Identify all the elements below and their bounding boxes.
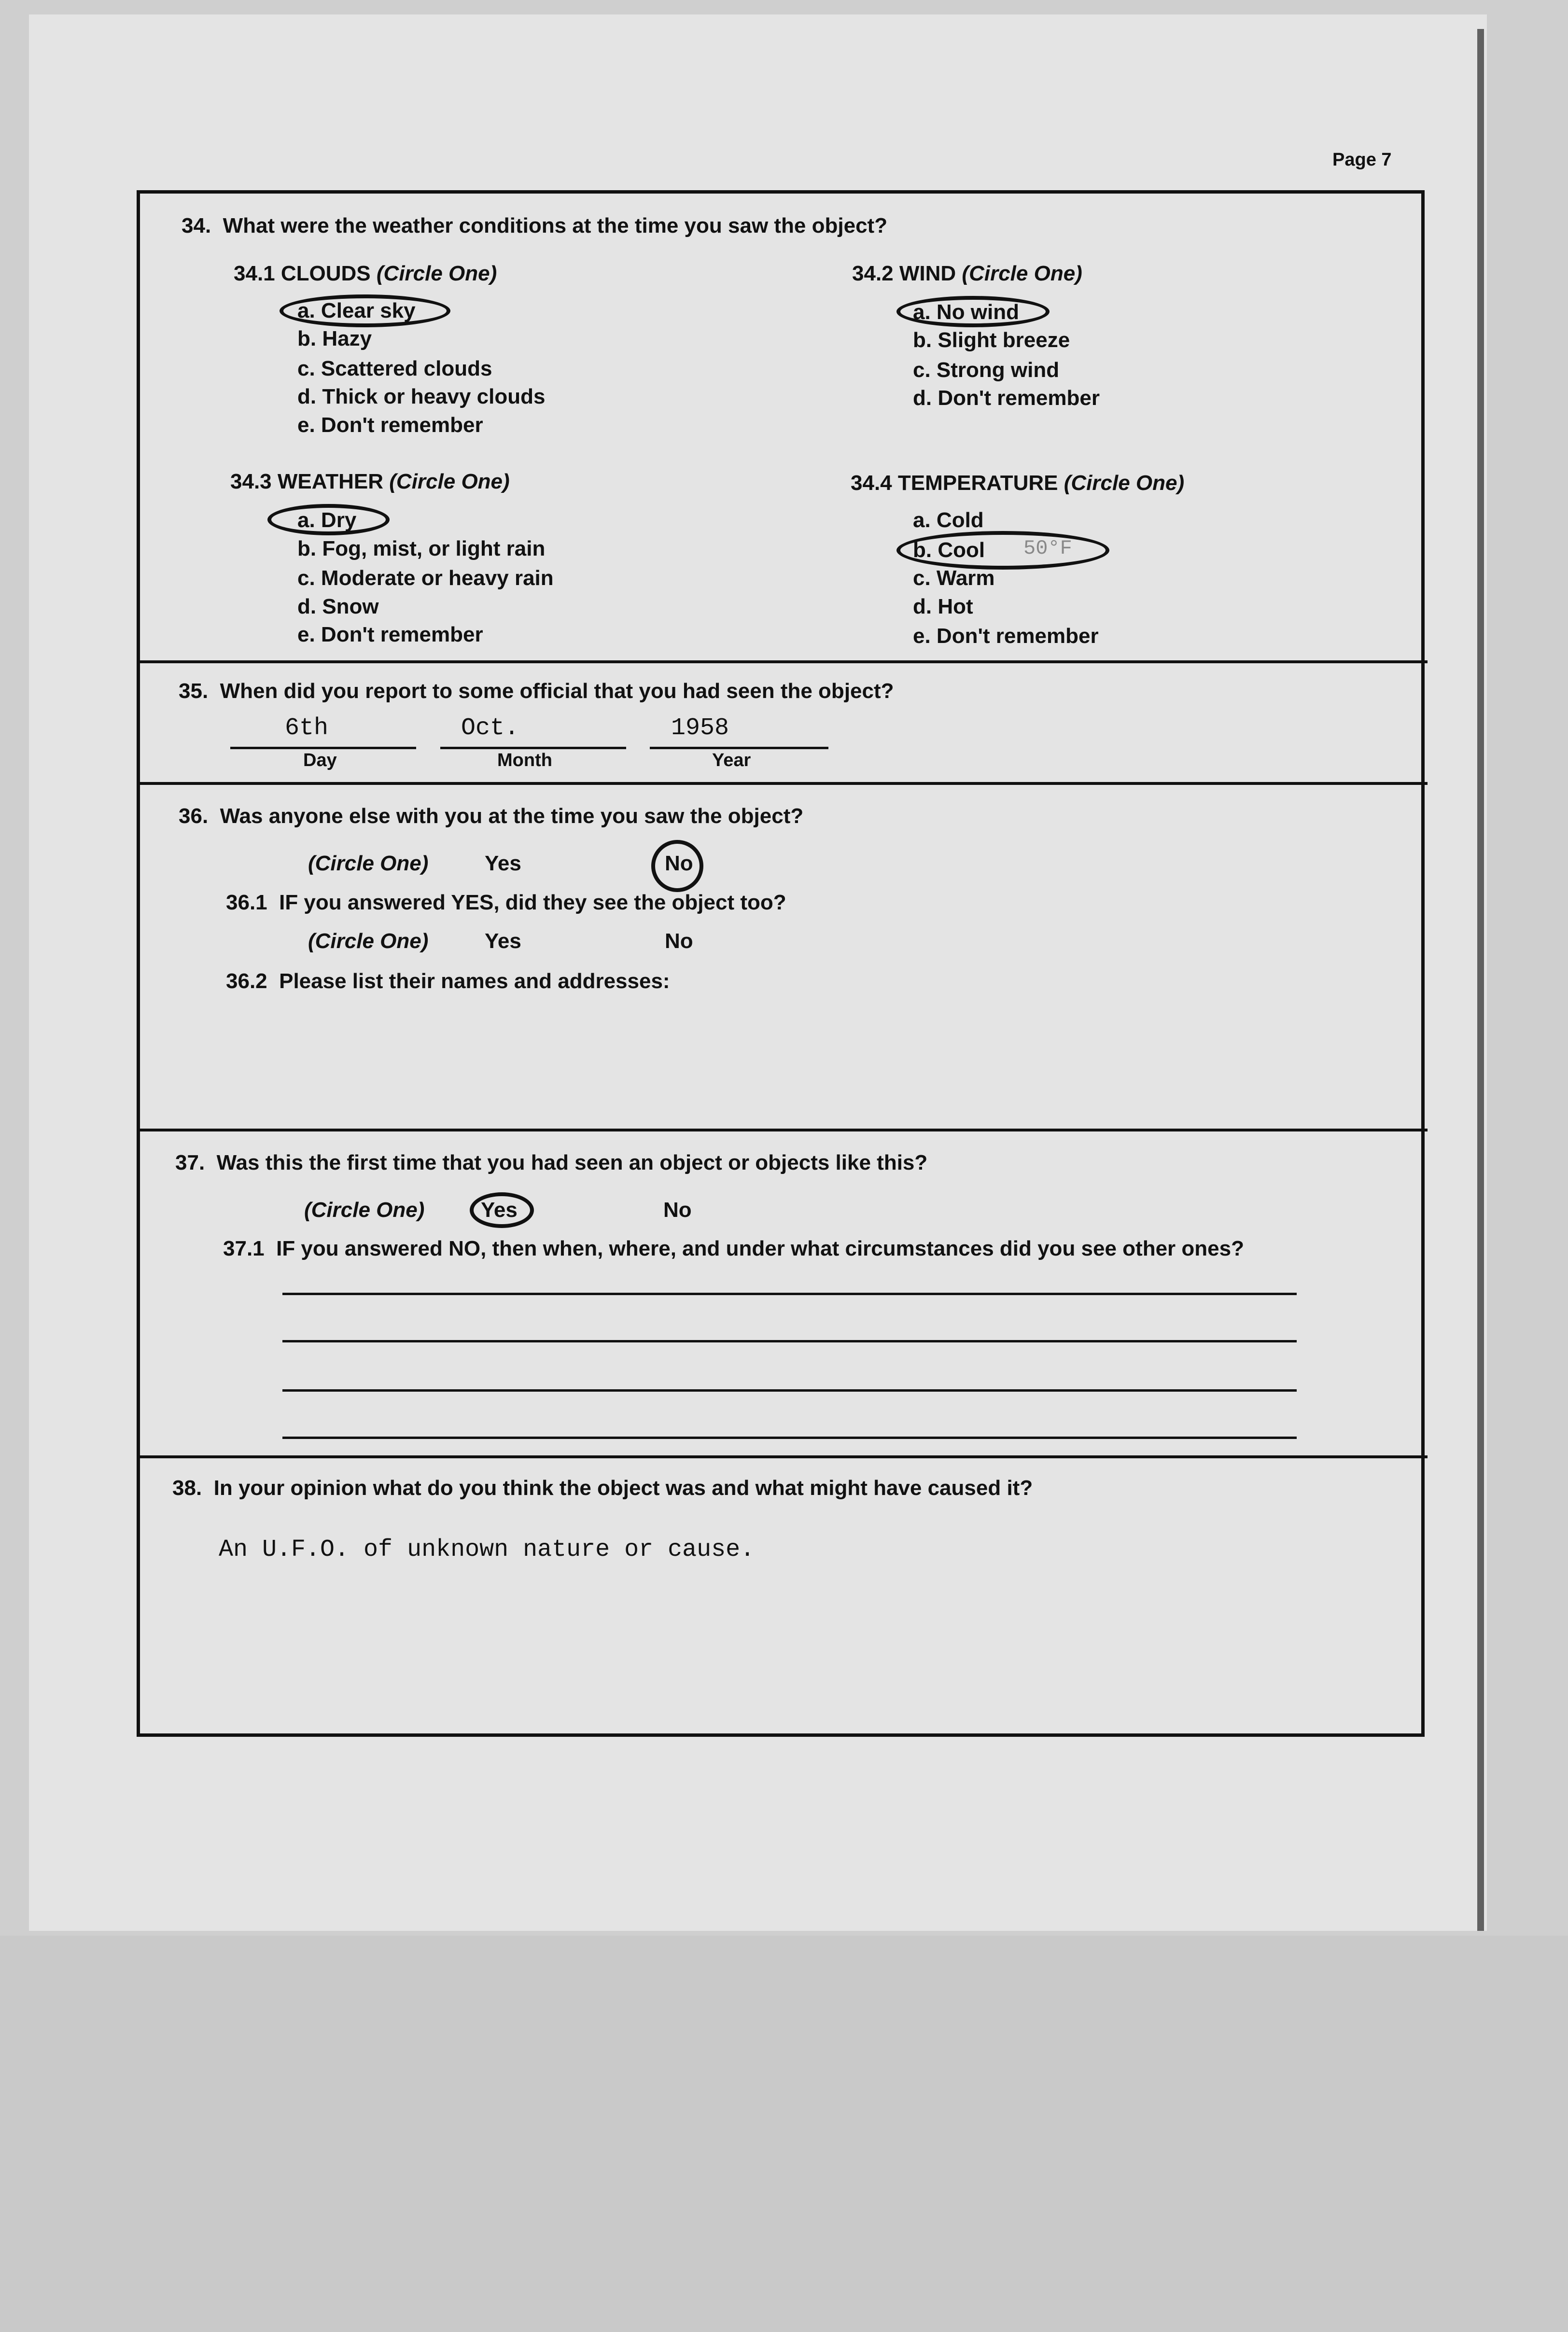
answer-line[interactable]: [282, 1340, 1297, 1342]
month-value[interactable]: Oct.: [461, 714, 519, 742]
answer-line[interactable]: [282, 1437, 1297, 1439]
section-title: TEMPERATURE: [897, 471, 1058, 495]
question-38: [172, 1478, 1033, 1499]
wind-option-c[interactable]: c. Strong wind: [913, 358, 1060, 382]
section-number: 34.4: [851, 471, 892, 495]
temperature-option-b[interactable]: b. Cool: [913, 538, 985, 562]
question-text: Please list their names and addresses:: [279, 969, 670, 993]
selection-circle: [651, 840, 703, 892]
wind-option-d[interactable]: d. Don't remember: [913, 386, 1100, 410]
temperature-note: 50°F: [1023, 537, 1072, 560]
scan-background: [0, 1936, 1568, 2332]
question-number: 37.1: [223, 1237, 265, 1260]
day-label: Day: [303, 750, 337, 770]
selection-circle: [896, 531, 1109, 570]
divider: [137, 1455, 1428, 1458]
year-label: Year: [712, 750, 751, 770]
question-number: 34.: [182, 214, 211, 237]
q36-1-yes[interactable]: Yes: [485, 929, 521, 953]
temperature-option-c[interactable]: c. Warm: [913, 566, 995, 590]
question-number: 36.1: [226, 891, 267, 914]
question-text: Was this the first time that you had seen an object or objects like this?: [216, 1151, 928, 1174]
page-edge: [1477, 29, 1484, 1931]
hint: (Circle One): [389, 470, 510, 493]
question-37-1: [223, 1238, 1244, 1259]
hint: (Circle One): [304, 1198, 425, 1222]
weather-option-a[interactable]: a. Dry: [297, 508, 357, 532]
hint: (Circle One): [308, 929, 429, 953]
question-36: [179, 806, 803, 827]
q38-answer[interactable]: An U.F.O. of unknown nature or cause.: [219, 1536, 755, 1564]
question-36-1: [226, 892, 786, 913]
question-text: In your opinion what do you think the object was and what might have caused it?: [213, 1476, 1033, 1500]
temperature-heading: [851, 473, 1184, 494]
question-number: 36.: [179, 804, 209, 828]
question-number: 37.: [175, 1151, 205, 1174]
question-37: [175, 1152, 927, 1173]
selection-circle: [280, 294, 450, 327]
divider: [137, 782, 1428, 785]
month-line: [440, 747, 626, 749]
question-text: IF you answered YES, did they see the object too?: [279, 891, 786, 914]
clouds-option-d[interactable]: d. Thick or heavy clouds: [297, 385, 546, 408]
wind-option-b[interactable]: b. Slight breeze: [913, 328, 1070, 352]
wind-heading: [852, 263, 1082, 284]
divider: [137, 660, 1428, 663]
selection-circle: [470, 1192, 534, 1228]
question-text: Was anyone else with you at the time you saw the object?: [220, 804, 804, 828]
day-line: [230, 747, 416, 749]
selection-circle: [267, 504, 390, 535]
section-number: 34.2: [852, 262, 894, 285]
temperature-option-e[interactable]: e. Don't remember: [913, 624, 1099, 648]
question-text: What were the weather conditions at the time you saw the object?: [223, 214, 888, 237]
section-title: WEATHER: [277, 470, 384, 493]
section-number: 34.1: [234, 262, 275, 285]
clouds-option-e[interactable]: e. Don't remember: [297, 413, 483, 437]
answer-line[interactable]: [282, 1389, 1297, 1392]
page-number: Page 7: [1332, 150, 1392, 170]
section-number: 34.3: [230, 470, 272, 493]
clouds-option-b[interactable]: b. Hazy: [297, 327, 372, 350]
question-number: 36.2: [226, 969, 267, 993]
clouds-heading: [234, 263, 497, 284]
day-value[interactable]: 6th: [285, 714, 329, 742]
q36-yes[interactable]: Yes: [485, 852, 521, 875]
question-number: 38.: [172, 1476, 202, 1500]
weather-option-b[interactable]: b. Fog, mist, or light rain: [297, 537, 546, 560]
q36-1-no[interactable]: No: [665, 929, 693, 953]
month-label: Month: [497, 750, 552, 770]
hint: (Circle One): [1064, 471, 1185, 495]
weather-heading: [230, 471, 510, 492]
question-number: 35.: [179, 679, 209, 703]
question-35: [179, 681, 894, 702]
temperature-option-d[interactable]: d. Hot: [913, 595, 973, 618]
clouds-option-c[interactable]: c. Scattered clouds: [297, 357, 492, 380]
question-36-2: [226, 971, 670, 992]
section-title: CLOUDS: [280, 262, 371, 285]
weather-option-c[interactable]: c. Moderate or heavy rain: [297, 566, 554, 590]
hint: (Circle One): [376, 262, 497, 285]
year-value[interactable]: 1958: [671, 714, 729, 742]
answer-line[interactable]: [282, 1293, 1297, 1295]
question-text: When did you report to some official that you had seen the object?: [220, 679, 894, 703]
hint: (Circle One): [962, 262, 1082, 285]
temperature-option-a[interactable]: a. Cold: [913, 508, 984, 532]
q37-no[interactable]: No: [663, 1198, 692, 1222]
year-line: [650, 747, 828, 749]
question-34: [182, 215, 887, 237]
question-text: IF you answered NO, then when, where, and under what circumstances did you see other ones?: [276, 1237, 1244, 1260]
q37-yes[interactable]: Yes: [481, 1198, 518, 1222]
q36-no[interactable]: No: [665, 852, 693, 875]
weather-option-d[interactable]: d. Snow: [297, 595, 379, 618]
wind-option-a[interactable]: a. No wind: [913, 300, 1019, 324]
hint: (Circle One): [308, 852, 429, 875]
clouds-option-a[interactable]: a. Clear sky: [297, 299, 416, 322]
selection-circle: [896, 296, 1050, 327]
weather-option-e[interactable]: e. Don't remember: [297, 623, 483, 646]
section-title: WIND: [899, 262, 956, 285]
divider: [137, 1129, 1428, 1131]
